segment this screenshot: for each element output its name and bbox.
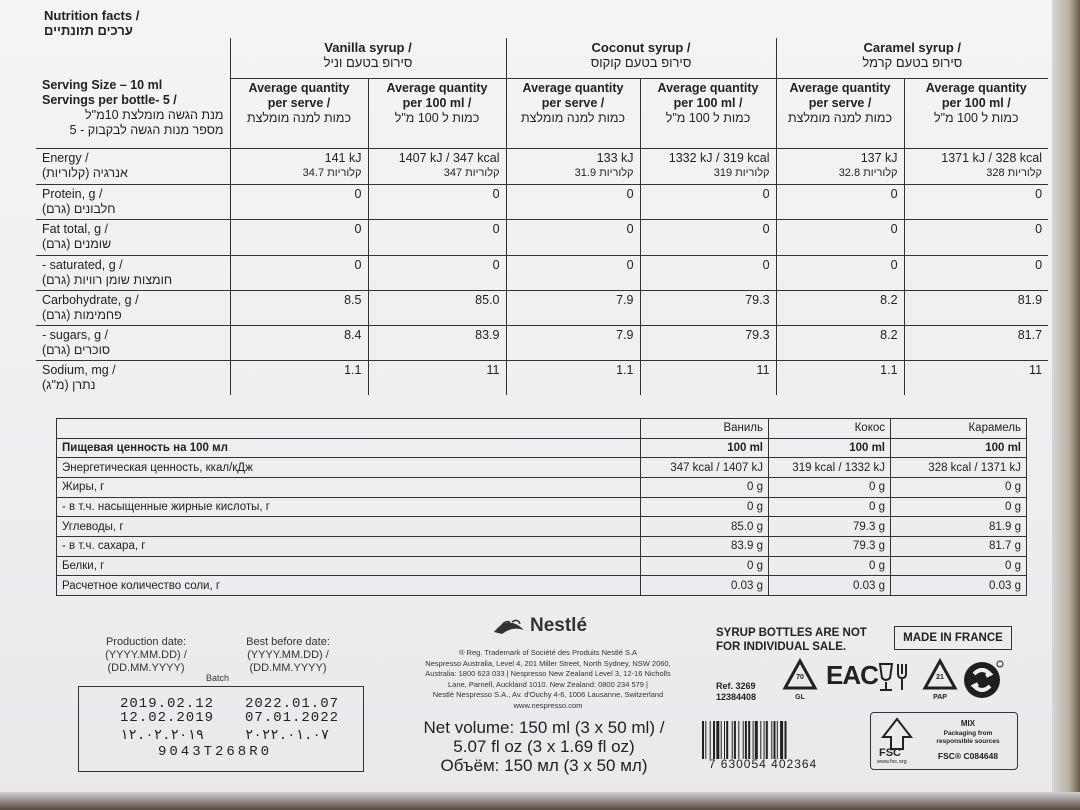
nest-birds-icon bbox=[490, 608, 610, 638]
nutrient-value bbox=[904, 325, 1048, 360]
ru-header-vanilla: Ваниль bbox=[641, 419, 769, 439]
barcode-bar bbox=[780, 721, 783, 759]
nutrient-value-text: 0 bbox=[890, 221, 898, 236]
nutrient-label bbox=[36, 184, 230, 219]
nutrient-value bbox=[230, 148, 368, 184]
ru-label: Энергетическая ценность, ккал/кДж bbox=[57, 458, 641, 478]
fsc-line-1: Packaging from bbox=[943, 730, 993, 737]
ru-row bbox=[57, 517, 1027, 537]
nutrient-label bbox=[36, 360, 230, 395]
batch-code: 9043T268R0 bbox=[158, 744, 273, 760]
col-header-line: per 100 ml / bbox=[941, 95, 1011, 110]
nutrient-value bbox=[230, 219, 368, 255]
syrup-notice-line: FOR INDIVIDUAL SALE. bbox=[716, 641, 847, 653]
made-in-france: MADE IN FRANCE bbox=[894, 626, 1012, 650]
ru-unit: 100 ml bbox=[891, 438, 1027, 458]
nutrient-value bbox=[776, 255, 904, 290]
legal-text bbox=[398, 648, 698, 711]
ru-value: 0 g bbox=[769, 556, 891, 576]
product-name-he: סירופ בטעם קוקוס bbox=[590, 55, 692, 70]
col-header-line: Average quantity bbox=[657, 80, 759, 95]
col-header-line-he: כמות ל 100 מ"ל bbox=[665, 110, 751, 125]
nutrition-row bbox=[36, 219, 1048, 255]
nutrient-label-en: - saturated, g / bbox=[42, 257, 123, 272]
nutrition-row bbox=[36, 184, 1048, 219]
ru-label: - в т.ч. сахара, г bbox=[57, 536, 641, 556]
net-volume-line: Объём: 150 мл (3 x 50 мл) bbox=[440, 756, 648, 775]
nutrient-label-he: סוכרים (גרם) bbox=[42, 342, 111, 357]
product-name-en: Caramel syrup / bbox=[863, 40, 962, 55]
nutrient-value-text: 0 bbox=[762, 257, 770, 272]
nutrient-value bbox=[776, 360, 904, 395]
nutrient-label-en: Carbohydrate, g / bbox=[42, 292, 139, 307]
col-header-line: Average quantity bbox=[925, 80, 1027, 95]
col-header-per-100 bbox=[640, 78, 776, 148]
nutrient-value bbox=[640, 255, 776, 290]
product-code: 12384408 bbox=[716, 692, 757, 702]
ru-label: Жиры, г bbox=[57, 477, 641, 497]
nutrient-value-text: 0 bbox=[626, 186, 634, 201]
ru-unit: 100 ml bbox=[769, 438, 891, 458]
nutrient-value-text: 79.3 bbox=[745, 292, 770, 307]
nutrient-value bbox=[776, 219, 904, 255]
nutrient-value bbox=[368, 148, 506, 184]
nutrient-label-en: - sugars, g / bbox=[42, 327, 108, 342]
nutrient-value bbox=[230, 255, 368, 290]
ru-header-caramel: Карамель bbox=[891, 419, 1027, 439]
production-date-label bbox=[96, 636, 196, 675]
nutrient-value-text: 0 bbox=[492, 221, 500, 236]
best-before-date-2: 07.01.2022 bbox=[245, 710, 340, 726]
nutrient-value-text: 1.1 bbox=[344, 362, 362, 377]
nutrient-value-text: 0 bbox=[354, 221, 362, 236]
ru-row bbox=[57, 576, 1027, 596]
reference-codes bbox=[716, 681, 756, 703]
product-name-he: סירופ בטעם קרמל bbox=[862, 55, 963, 70]
col-header-line-he: כמות ל 100 מ"ל bbox=[394, 110, 480, 125]
barcode-bar bbox=[738, 721, 739, 759]
ru-value: 0.03 g bbox=[769, 576, 891, 596]
nutrient-label-he: אנרגיה (קלוריות) bbox=[42, 165, 128, 180]
nutrient-value-text: 0 bbox=[626, 257, 634, 272]
nutrient-value-text: 1407 kJ / 347 kcal bbox=[398, 150, 500, 165]
ru-value: 0 g bbox=[769, 477, 891, 497]
nutrient-value bbox=[368, 290, 506, 325]
serving-size: Serving Size – 10 ml bbox=[42, 78, 163, 92]
nutrition-title bbox=[44, 8, 139, 38]
nutrient-value-text: 11 bbox=[1029, 362, 1043, 377]
col-header-line: per serve / bbox=[808, 95, 872, 110]
nutrient-value bbox=[506, 325, 640, 360]
nutrient-value bbox=[368, 325, 506, 360]
nutrient-value bbox=[368, 255, 506, 290]
col-header-per-serve bbox=[230, 78, 368, 148]
serving-info-cell bbox=[36, 38, 230, 148]
nestle-logo bbox=[490, 608, 610, 643]
nutrient-value-text: 81.7 bbox=[1017, 327, 1043, 342]
legal-line: ® Reg. Trademark of Société des Produits Nestlé S.A bbox=[458, 648, 638, 657]
product-coconut-header bbox=[506, 38, 776, 78]
nutrient-value-text: 0 bbox=[1035, 257, 1043, 272]
nutrition-table-body bbox=[36, 148, 1048, 395]
net-volume bbox=[396, 718, 692, 775]
legal-line: Australia: 1800 623 033 | Nespresso New Zealand Level 3, 12-16 Nicholls bbox=[425, 669, 671, 678]
nutrient-value-text: 1.1 bbox=[880, 362, 898, 377]
nutrient-value-text: 0 bbox=[626, 221, 634, 236]
nutrient-value bbox=[230, 360, 368, 395]
legal-line: Lane, Parnell, Auckland 1010. New Zealand: 0800 234 579 | bbox=[447, 679, 648, 689]
nutrient-value bbox=[904, 219, 1048, 255]
col-header-line: per 100 ml / bbox=[673, 95, 743, 110]
nutrient-label bbox=[36, 255, 230, 290]
nutrition-table bbox=[36, 38, 1048, 395]
nutrient-value-text: 8.2 bbox=[880, 292, 898, 307]
ru-value: 0.03 g bbox=[891, 576, 1027, 596]
nutrient-value bbox=[776, 184, 904, 219]
nutrient-value bbox=[230, 325, 368, 360]
ru-row bbox=[57, 477, 1027, 497]
nutrient-value-text: 85.0 bbox=[475, 292, 500, 307]
recycle-glass-number: 70 bbox=[796, 674, 804, 681]
ru-header-row bbox=[57, 419, 1027, 439]
nutrition-row bbox=[36, 148, 1048, 184]
ru-value: 81.9 g bbox=[891, 517, 1027, 537]
nutrient-value bbox=[230, 290, 368, 325]
best-before-label bbox=[236, 636, 340, 675]
nutrient-value-text: 7.9 bbox=[616, 327, 634, 342]
ru-value: 85.0 g bbox=[641, 517, 769, 537]
nutrient-label bbox=[36, 325, 230, 360]
col-header-per-serve bbox=[506, 78, 640, 148]
barcode bbox=[700, 720, 826, 762]
nutrient-value-sub: 319 קלוריות bbox=[713, 166, 770, 179]
nutrient-value bbox=[506, 255, 640, 290]
ru-value: 328 kcal / 1371 kJ bbox=[891, 458, 1027, 478]
nutrient-label bbox=[36, 290, 230, 325]
col-header-line-he: כמות ל 100 מ"ל bbox=[933, 110, 1019, 125]
col-header-line: per 100 ml / bbox=[402, 95, 472, 110]
nutrition-title-en: Nutrition facts / bbox=[44, 8, 140, 23]
ru-value: 347 kcal / 1407 kJ bbox=[641, 458, 769, 478]
nutrient-value bbox=[640, 290, 776, 325]
nutrition-row bbox=[36, 290, 1048, 325]
nutrient-value-text: 0 bbox=[354, 186, 362, 201]
best-before-format-1: (YYYY.MM.DD) / bbox=[247, 649, 329, 661]
product-vanilla-header bbox=[230, 38, 506, 78]
food-contact-icon bbox=[876, 660, 910, 697]
barcode-bar bbox=[745, 721, 747, 759]
nutrient-label-en: Sodium, mg / bbox=[42, 362, 116, 377]
ru-label: Углеводы, г bbox=[57, 517, 641, 537]
ru-value: 79.3 g bbox=[769, 536, 891, 556]
ru-value: 81.7 g bbox=[891, 536, 1027, 556]
barcode-number: 7 630054 402364 bbox=[708, 757, 818, 771]
nutrient-label bbox=[36, 148, 230, 184]
nutrient-value-text: 11 bbox=[756, 362, 770, 377]
nutrient-value-text: 0 bbox=[890, 186, 898, 201]
nutrient-value-text: 79.3 bbox=[745, 327, 770, 342]
nutrient-value-text: 1371 kJ / 328 kcal bbox=[941, 150, 1043, 165]
fsc-logo-text: FSC bbox=[879, 747, 901, 759]
fsc-code: FSC® C084648 bbox=[937, 751, 999, 761]
nutrient-label-en: Energy / bbox=[42, 150, 89, 165]
barcode-bar bbox=[702, 721, 704, 759]
recycle-paper-code: PAP bbox=[933, 694, 947, 701]
nutrient-value-text: 0 bbox=[762, 186, 770, 201]
nutrient-label-he: חלבונים (גרם) bbox=[42, 201, 116, 216]
barcode-bar bbox=[716, 721, 719, 759]
barcode-bar bbox=[721, 721, 722, 759]
ru-value: 0 g bbox=[891, 497, 1027, 517]
nutrient-value-text: 81.9 bbox=[1017, 292, 1043, 307]
ref-number: Ref. 3269 bbox=[716, 681, 756, 691]
barcode-bar bbox=[785, 721, 787, 759]
nutrient-value bbox=[904, 290, 1048, 325]
col-header-line: Average quantity bbox=[789, 80, 891, 95]
ru-label: - в т.ч. насыщенные жирные кислоты, г bbox=[57, 497, 641, 517]
ru-unit: 100 ml bbox=[641, 438, 769, 458]
fsc-label bbox=[870, 712, 1018, 770]
product-name-en: Vanilla syrup / bbox=[324, 40, 412, 55]
nutrient-value bbox=[776, 290, 904, 325]
nutrient-value bbox=[904, 255, 1048, 290]
russian-nutrition-table bbox=[56, 418, 1027, 596]
nutrient-value-sub: 31.9 קלוריות bbox=[574, 166, 634, 179]
ru-title-row bbox=[57, 438, 1027, 458]
nutrient-value bbox=[776, 148, 904, 184]
barcode-bar bbox=[777, 721, 778, 759]
barcode-bar bbox=[771, 721, 772, 759]
nutrient-value bbox=[506, 219, 640, 255]
fsc-mix: MIX bbox=[960, 719, 976, 728]
nutrient-value bbox=[506, 360, 640, 395]
nutrition-row bbox=[36, 325, 1048, 360]
nutrient-label-he: חומצות שומן רוויות (גרם) bbox=[42, 272, 173, 287]
best-before-date-1: 2022.01.07 bbox=[245, 696, 340, 712]
col-header-line: Average quantity bbox=[248, 80, 350, 95]
nutrient-value-text: 11 bbox=[486, 362, 500, 377]
ru-value: 0 g bbox=[769, 497, 891, 517]
nutrient-value-text: 7.9 bbox=[616, 292, 634, 307]
col-header-line-he: כמות למנה מומלצת bbox=[246, 110, 352, 125]
nutrient-value bbox=[368, 219, 506, 255]
ru-row bbox=[57, 536, 1027, 556]
fsc-line-2: responsible sources bbox=[936, 738, 1000, 745]
syrup-notice-line: SYRUP BOTTLES ARE NOT bbox=[716, 627, 867, 639]
nutrient-value-text: 0 bbox=[1035, 221, 1043, 236]
nutrient-value bbox=[776, 325, 904, 360]
servings-per-bottle-he: מספר מנות הגשה לבקבוק - 5 bbox=[69, 123, 224, 137]
recycle-paper-number: 21 bbox=[936, 674, 944, 681]
barcode-bar bbox=[755, 721, 758, 759]
nutrient-value-text: 0 bbox=[762, 221, 770, 236]
nutrient-value-text: 137 kJ bbox=[860, 150, 898, 165]
col-header-line: Average quantity bbox=[386, 80, 488, 95]
barcode-bar bbox=[726, 721, 728, 759]
nutrient-label-he: פחמימות (גרם) bbox=[42, 307, 122, 322]
ru-table-body bbox=[57, 458, 1027, 596]
barcode-bar bbox=[713, 721, 715, 759]
ru-row bbox=[57, 497, 1027, 517]
ru-header-empty bbox=[57, 419, 641, 439]
barcode-bar bbox=[764, 721, 765, 759]
net-volume-line: 5.07 fl oz (3 x 1.69 fl oz) bbox=[453, 737, 635, 756]
product-caramel-header bbox=[776, 38, 1048, 78]
nutrient-value bbox=[904, 148, 1048, 184]
nutrient-value-text: 0 bbox=[354, 257, 362, 272]
barcode-bar bbox=[710, 721, 711, 759]
nutrient-value-text: 1332 kJ / 319 kcal bbox=[668, 150, 770, 165]
nutrient-value-text: 8.4 bbox=[344, 327, 362, 342]
ru-value: 0 g bbox=[641, 477, 769, 497]
nutrient-label-he: נתרן (מ"ג) bbox=[42, 377, 96, 392]
ru-value: 0 g bbox=[641, 556, 769, 576]
ru-value: 0.03 g bbox=[641, 576, 769, 596]
barcode-bar bbox=[732, 721, 733, 759]
nutrient-value-text: 83.9 bbox=[475, 327, 500, 342]
best-before-title: Best before date: bbox=[246, 636, 330, 648]
col-header-line: Average quantity bbox=[522, 80, 624, 95]
net-volume-line: Net volume: 150 ml (3 x 50 ml) / bbox=[423, 718, 665, 737]
nutrition-row bbox=[36, 360, 1048, 395]
col-header-per-100 bbox=[368, 78, 506, 148]
col-header-line-he: כמות למנה מומלצת bbox=[787, 110, 893, 125]
nutrient-label-en: Fat total, g / bbox=[42, 221, 109, 236]
ru-row bbox=[57, 458, 1027, 478]
nutrient-value bbox=[506, 184, 640, 219]
nutrient-value bbox=[368, 184, 506, 219]
nutrient-value-text: 0 bbox=[492, 186, 500, 201]
nutrient-value-text: 141 kJ bbox=[324, 150, 362, 165]
barcode-bar bbox=[753, 721, 754, 759]
best-before-date-3: ٢٠٢٢.٠١.٠٧ bbox=[245, 728, 330, 744]
nutrient-value-sub: 328 קלוריות bbox=[986, 166, 1043, 179]
batch-label: Batch bbox=[206, 673, 230, 683]
nutrient-value-sub: 32.8 קלוריות bbox=[838, 166, 898, 179]
legal-line: www.nespresso.com bbox=[513, 700, 583, 710]
ru-title: Пищевая ценность на 100 мл bbox=[57, 438, 641, 458]
nutrition-row bbox=[36, 255, 1048, 290]
product-name-he: סירופ בטעם וניל bbox=[323, 55, 413, 70]
ru-value: 83.9 g bbox=[641, 536, 769, 556]
nutrient-label bbox=[36, 219, 230, 255]
best-before-format-2: (DD.MM.YYYY) bbox=[249, 662, 327, 674]
product-name-en: Coconut syrup / bbox=[591, 40, 691, 55]
ru-label: Расчетное количество соли, г bbox=[57, 576, 641, 596]
nutrient-value bbox=[640, 184, 776, 219]
nutrient-value-text: 8.2 bbox=[880, 327, 898, 342]
ru-header-coconut: Кокос bbox=[769, 419, 891, 439]
nestle-wordmark: Nestlé bbox=[530, 615, 588, 636]
col-header-per-serve bbox=[776, 78, 904, 148]
fsc-url: www.fsc.org bbox=[877, 759, 907, 765]
barcode-bar bbox=[774, 721, 776, 759]
box-bottom-edge bbox=[0, 792, 1080, 810]
nutrient-value-text: 133 kJ bbox=[596, 150, 634, 165]
servings-per-bottle: Servings per bottle- 5 / bbox=[42, 93, 177, 107]
legal-line: Nespresso Australia, Level 4, 201 Miller Street, North Sydney, NSW 2060, bbox=[425, 658, 671, 668]
nutrient-label-en: Protein, g / bbox=[42, 186, 103, 201]
col-header-line-he: כמות למנה מומלצת bbox=[520, 110, 626, 125]
nutrition-product-header-row bbox=[36, 38, 1048, 78]
legal-line: Nestlé Nespresso S.A., Av. d'Ouchy 4-6, 1006 Lausanne, Switzerland bbox=[432, 690, 664, 699]
nutrition-title-he: ערכים תזונתיים bbox=[44, 23, 133, 38]
production-label: Production date: bbox=[105, 636, 187, 648]
col-header-line: per serve / bbox=[541, 95, 605, 110]
nutrient-value-text: 0 bbox=[1035, 186, 1043, 201]
box-right-edge bbox=[1052, 0, 1080, 810]
col-header-per-100 bbox=[904, 78, 1048, 148]
production-date-2: 12.02.2019 bbox=[120, 710, 215, 726]
ru-value: 0 g bbox=[641, 497, 769, 517]
barcode-bar bbox=[724, 721, 725, 759]
production-date-1: 2019.02.12 bbox=[120, 696, 215, 712]
nutrient-value bbox=[640, 219, 776, 255]
ru-value: 0 g bbox=[891, 477, 1027, 497]
nutrient-value-text: 8.5 bbox=[344, 292, 362, 307]
green-dot-recycle-icon bbox=[962, 658, 1004, 705]
production-format-2: (DD.MM.YYYY) bbox=[107, 662, 185, 674]
recycle-glass-code: GL bbox=[795, 694, 805, 701]
col-header-line: per serve / bbox=[267, 95, 331, 110]
ru-label: Белки, г bbox=[57, 556, 641, 576]
nutrient-value-text: 0 bbox=[890, 257, 898, 272]
nutrient-value bbox=[640, 325, 776, 360]
ru-value: 79.3 g bbox=[769, 517, 891, 537]
barcode-bar bbox=[766, 721, 768, 759]
nutrient-value bbox=[640, 360, 776, 395]
nutrient-value-sub: 347 קלוריות bbox=[443, 166, 500, 179]
nutrient-value bbox=[904, 184, 1048, 219]
barcode-bar bbox=[760, 721, 761, 759]
ru-row bbox=[57, 556, 1027, 576]
nutrient-value bbox=[368, 360, 506, 395]
nutrient-value-text: 0 bbox=[492, 257, 500, 272]
production-format-1: (YYYY.MM.DD) / bbox=[105, 649, 187, 661]
production-date-3: ١٢.٠٢.٢٠١٩ bbox=[120, 728, 205, 744]
nutrient-value bbox=[904, 360, 1048, 395]
nutrient-value bbox=[640, 148, 776, 184]
syrup-notice bbox=[716, 626, 867, 654]
serving-size-he: מנת הגשה מומלצת 10מ"ל bbox=[85, 108, 224, 122]
nutrient-value-sub: 34.7 קלוריות bbox=[302, 166, 362, 179]
nutrient-value-text: 1.1 bbox=[616, 362, 634, 377]
nutrient-value bbox=[230, 184, 368, 219]
ru-value: 0 g bbox=[891, 556, 1027, 576]
nutrient-value bbox=[506, 290, 640, 325]
barcode-bar bbox=[743, 721, 744, 759]
nutrient-value bbox=[506, 148, 640, 184]
ru-value: 319 kcal / 1332 kJ bbox=[769, 458, 891, 478]
barcode-bar bbox=[734, 721, 736, 759]
eac-mark: EAC bbox=[826, 660, 878, 690]
barcode-bar bbox=[705, 721, 706, 759]
nutrient-label-he: שומנים (גרם) bbox=[42, 236, 112, 251]
barcode-bar bbox=[748, 721, 750, 759]
